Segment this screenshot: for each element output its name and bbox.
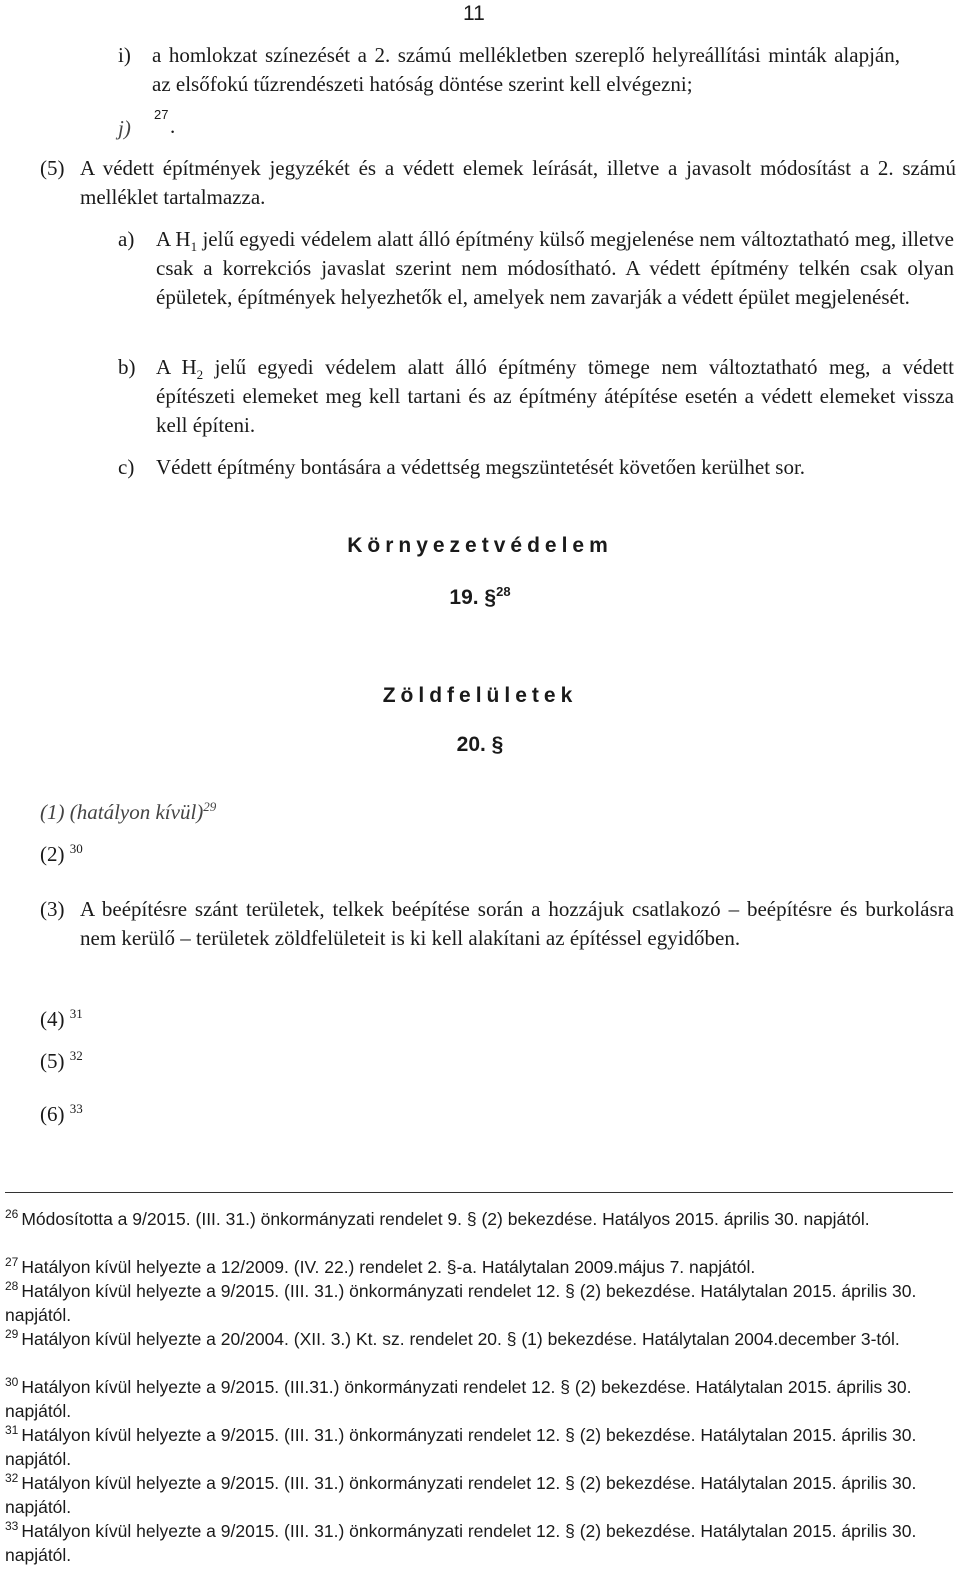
sub-c-text: Védett építmény bontására a védettség megszüntetését követően kerülhet sor. [156,455,806,479]
para-5-marker: (5) [40,156,65,180]
footnote-29: $^{29}$ Hatályon kívül helyezte a 20/2004. (XII. 3.) Kt. sz. rendelet 20. § (1) bekezdése. Hatálytalan 2004.december 3-tól. [5,1327,900,1349]
p20-3-text: A beépítésre szánt területek, telkek beépítése során a hozzájuk csatlakozó – beépítésre és burkolásra nem kerülő – területek zöldfelületeit is ki kell alakítani az építéssel egyidőben. [80,897,954,950]
p20-4: (4) $^{31}$ [40,1006,83,1031]
footnote-30: $^{30}$ Hatályon kívül helyezte a 9/2015. (III.31.) önkormányzati rendelet 12. § (2) bekezdése. Hatálytalan 2015. április 30. napjától. [5,1375,912,1421]
footnote-32: $^{32}$ Hatályon kívül helyezte a 9/2015. (III. 31.) önkormányzati rendelet 12. § (2) bekezdése. Hatálytalan 2015. április 30. napjától. [5,1471,917,1517]
sub-b-marker: b) [118,355,136,379]
sub-a-text: A $H_1$ jelű egyedi védelem alatt álló építmény külső megjelenése nem változtatható meg, illetve csak a korrekciós javaslat szerint nem módosítható. A védett építmény telkén csak olyan épületek, építmények helyezhetők el, amelyek nem zavarják a védett épület megjelenését. [156,227,954,309]
section-19: 19. §$^{28}$ [449,584,511,609]
heading-green-areas: Zöldfelületek [382,684,578,707]
item-j-tail: . [170,114,176,138]
footnote-26: $^{26}$ Módosította a 9/2015. (III. 31.) önkormányzati rendelet 9. § (2) bekezdése. Hatályos 2015. április 30. napjától. [5,1207,870,1229]
p20-3-marker: (3) [40,897,65,921]
p20-5: (5) $^{32}$ [40,1048,83,1073]
p20-6: (6) $^{33}$ [40,1101,83,1126]
p20-2: (2) $^{30}$ [40,841,83,866]
heading-environment: Környezetvédelem [347,534,613,557]
item-j-marker: j) [118,116,131,140]
page-number: 11 [463,2,485,25]
footnote-28: $^{28}$ Hatályon kívül helyezte a 9/2015. (III. 31.) önkormányzati rendelet 12. § (2) bekezdése. Hatálytalan 2015. április 30. napjától. [5,1279,917,1325]
sub-c-marker: c) [118,455,135,479]
para-5-text: A védett építmények jegyzékét és a védett elemek leírását, illetve a javasolt módosítást a 2. számú melléklet tartalmazza. [80,156,956,209]
footnote-separator [5,1192,953,1193]
section-20: 20. § [456,733,504,756]
item-j-footnote-ref: 27 [154,107,169,122]
p20-1: (1) (hatályon kívül)$^{29}$ [40,799,217,824]
sub-a-marker: a) [118,227,135,251]
item-i-text: a homlokzat színezését a 2. számú mellékletben szereplő helyreállítási minták alapján, az elsőfokú tűzrendészeti hatóság döntése szerint kell elvégezni; [152,43,900,96]
footnote-27: $^{27}$ Hatályon kívül helyezte a 12/2009. (IV. 22.) rendelet 2. §-a. Hatálytalan 2009.május 7. napjától. [5,1255,756,1277]
footnote-33: $^{33}$ Hatályon kívül helyezte a 9/2015. (III. 31.) önkormányzati rendelet 12. § (2) bekezdése. Hatálytalan 2015. április 30. napjától. [5,1519,917,1565]
sub-b-text: A $H_2$ jelű egyedi védelem alatt álló építmény tömege nem változtatható meg, a védett építészeti elemeket meg kell tartani és az építmény átépítése esetén a védett elemeket vissza kell építeni. [156,355,954,437]
item-i-marker: i) [118,43,131,67]
footnote-31: $^{31}$ Hatályon kívül helyezte a 9/2015. (III. 31.) önkormányzati rendelet 12. § (2) bekezdése. Hatálytalan 2015. április 30. napjától. [5,1423,917,1469]
